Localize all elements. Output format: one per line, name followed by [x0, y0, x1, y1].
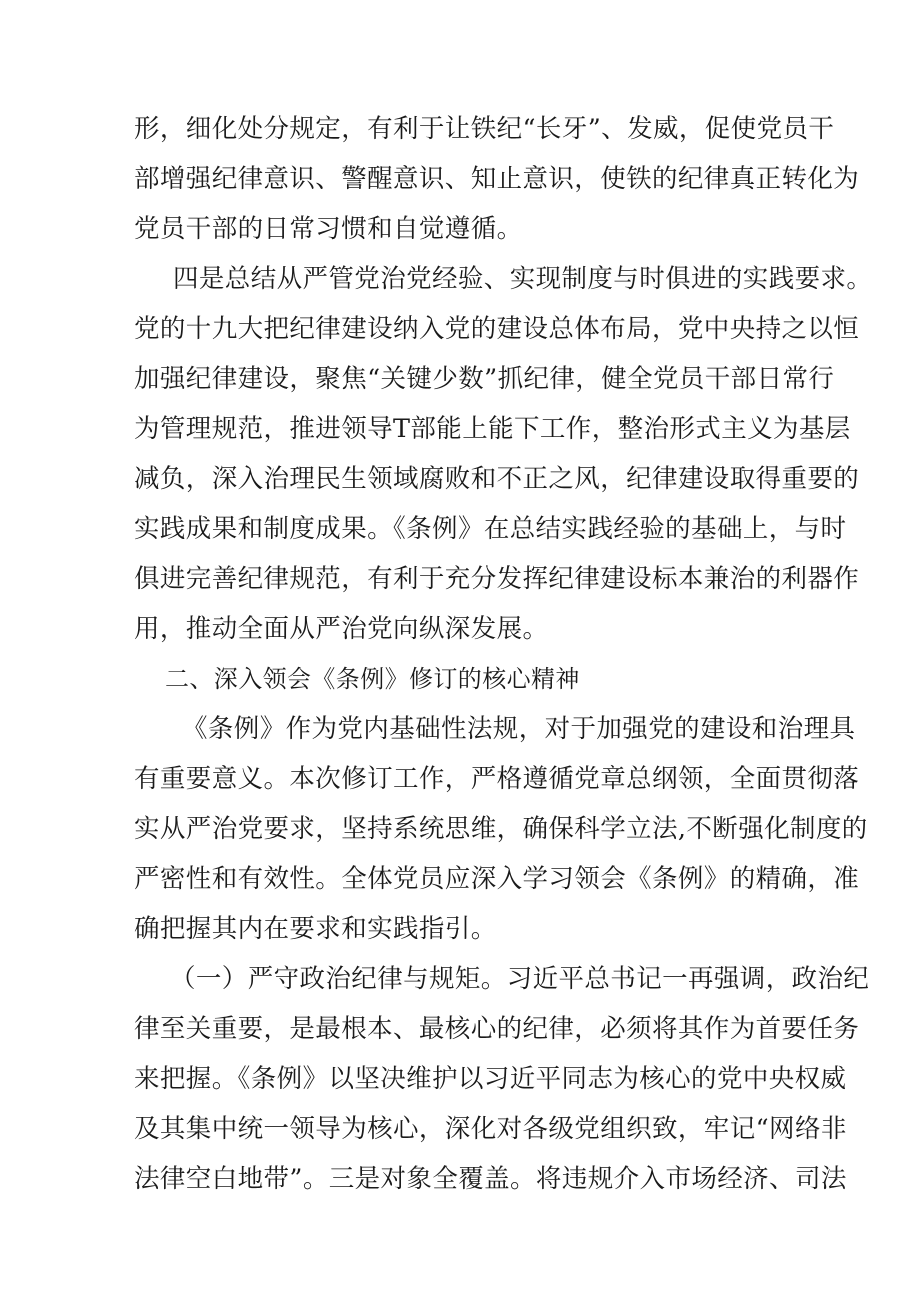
text-line: 俱进完善纪律规范，有利于充分发挥纪律建设标本兼治的利器作: [134, 564, 860, 594]
text-line: 实践成果和制度成果。《条例》在总结实践经验的基础上，与时: [134, 514, 847, 544]
text-line: 党的十九大把纪律建设纳入党的建设总体布局，党中央持之以恒: [134, 314, 860, 344]
text-line: 党员干部的日常习惯和自觉遵循。: [134, 214, 523, 244]
text-line: 来把握。《条例》以坚决维护以习近平同志为核心的党中央权威: [134, 1064, 847, 1094]
text-line: 实从严治党要求，坚持系统思维，确保科学立法,不断强化制度的: [134, 814, 868, 844]
text-line: 加强纪律建设，聚焦“关键少数”抓纪律，健全党员干部日常行: [134, 364, 835, 394]
text-line: 及其集中统一领导为核心，深化对各级党组织致，牢记“网络非: [134, 1114, 847, 1144]
text-line: 部增强纪律意识、警醒意识、知止意识，使铁的纪律真正转化为: [134, 164, 860, 194]
text-line: 严密性和有效性。全体党员应深入学习领会《条例》的精确，准: [134, 864, 860, 894]
text-line: 法律空白地带”。三是对象全覆盖。将违规介入市场经济、司法: [134, 1164, 847, 1194]
text-line: 有重要意义。本次修订工作，严格遵循党章总纲领，全面贯彻落: [134, 764, 860, 794]
text-line: 形，细化处分规定，有利于让铁纪“长牙”、发威，促使党员干: [134, 114, 835, 144]
paragraph-first-line: 《条例》作为党内基础性法规，对于加强党的建设和治理具: [182, 714, 856, 744]
text-line: 为管理规范，推进领导T部能上能下工作，整治形式主义为基层: [134, 414, 851, 444]
section-heading: 二、深入领会《条例》修订的核心精神: [165, 665, 580, 693]
paragraph-first-line: （一）严守政治纪律与规矩。习近平总书记一再强调，政治纪: [170, 964, 870, 994]
text-line: 律至关重要，是最根本、最核心的纪律，必须将其作为首要任务: [134, 1014, 860, 1044]
text-line: 用，推动全面从严治党向纵深发展。: [134, 614, 549, 644]
text-line: 确把握其内在要求和实践指引。: [134, 914, 497, 944]
paragraph-first-line: 四是总结从严管党治党经验、实现制度与时俱进的实践要求。: [173, 264, 873, 294]
text-line: 减负，深入治理民生领域腐败和不正之风，纪律建设取得重要的: [134, 464, 860, 494]
